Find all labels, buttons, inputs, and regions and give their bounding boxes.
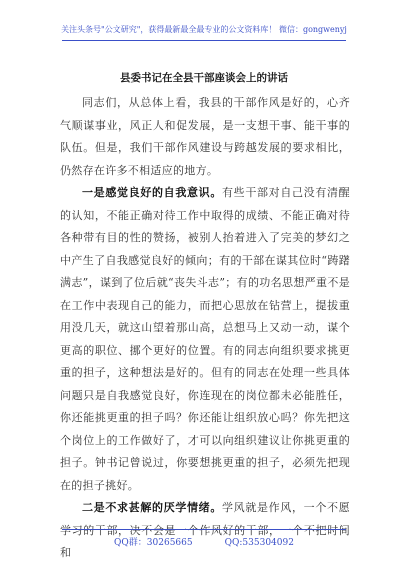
paragraph-text: 有些干部对自己没有清醒的认知，不能正确对待工作中取得的成绩、不能正确对待各种带有目的性的赞扬，被别人抬着进入了完美的梦幻之中产生了自我感觉良好的倾向；有的干部在谋其位时“踌躇满志”，谋到了位后就“丧失斗志”；有的功名思想严重不是在工作中表现自己的能力，而把心思放在钻营上，提拔重用没几天，就这山望着那山高，总想马上又动一动，谋个更高的职位、挪个更好的位置。有的同志向组织要求挑更重的担子，这种想法是好的。但有的同志在处理一些具体问题只是自我感觉良好，你连现在的岗位都未必能胜任，你还能挑更重的担子吗？你还能让组织放心吗？你先把这个岗位上的工作做好了，才可以向组织建议让你挑更重的担子。钟书记曾说过，你要想挑更重的担子，必须先把现在的担子挑好。 (60, 186, 350, 492)
paragraph (60, 497, 350, 565)
paragraph-lead: 二是不求甚解的厌学情绪。 (82, 501, 223, 514)
paragraph-lead: 一是感觉良好的自我意识。 (82, 186, 223, 199)
paragraph-text: 学风就是作风，一个不愿学习的干部，决不会是一个作风好的干部，一个不把时间和 (60, 501, 350, 559)
header-divider (62, 40, 346, 41)
footer-divider (62, 529, 346, 530)
paragraph (60, 182, 350, 497)
document-body (60, 92, 350, 565)
header-note: 关注头条号"公文研究"，获得最新最全最专业的公文资料库！ 微信：gongwenyj (61, 25, 347, 34)
paragraph-text: 同志们，从总体上看，我县的干部作风是好的，心齐气顺谋事业，风正人和促发展，是一支想干事、能干事的队伍。但是，我们干部作风建设与跨越发展的要求相比，仍然存在许多不相适应的地方。 (60, 96, 350, 177)
footer-qq: QQ:535304092 (224, 538, 294, 548)
footer (0, 535, 408, 548)
footer-qq-group: QQ群：30265665 (114, 538, 193, 548)
document-title: 县委书记在全县干部座谈会上的讲话 (120, 72, 288, 84)
paragraph (60, 92, 350, 182)
